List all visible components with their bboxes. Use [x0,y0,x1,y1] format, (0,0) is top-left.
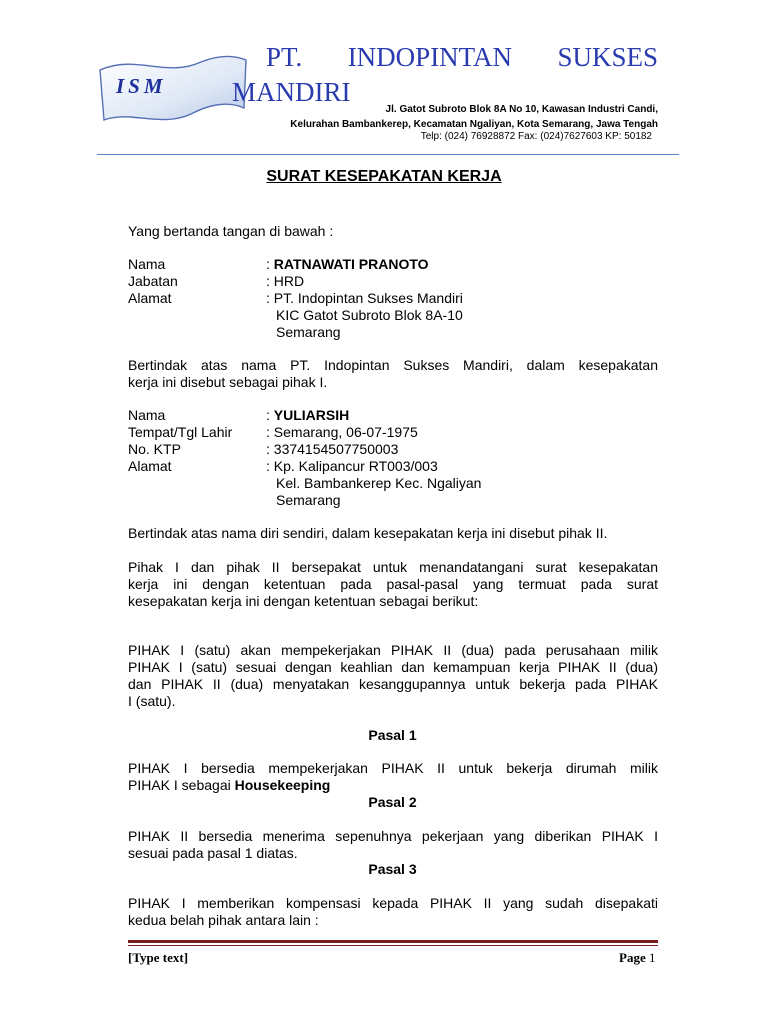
party1-address-cont: KIC Gatot Subroto Blok 8A-10 [276,307,463,323]
party1-value-position: : HRD [266,273,305,289]
pasal3-heading: Pasal 3 [368,861,417,877]
pasal1-line: PIHAK I bersedia mempekerjakan PIHAK II untuk bekerja dirumah milik [128,760,658,776]
party1-label-position: Jabatan [128,273,178,289]
party2-label-name: Nama [128,407,166,423]
footer-rule-thick [128,940,658,943]
header-divider [97,154,679,155]
pasal2-heading: Pasal 2 [368,794,417,810]
party1-address-cont: Semarang [276,324,341,340]
pasal1-line [128,777,330,794]
employment-line: PIHAK I (satu) akan mempekerjakan PIHAK II (dua) pada perusahaan milik [128,642,658,658]
agreement-line: kerja ini dengan ketentuan pada pasal-pasal yang termuat pada surat [128,576,658,592]
party2-label-address: Alamat [128,458,172,474]
party1-label-address: Alamat [128,290,172,306]
company-name-line2: MANDIRI [232,77,351,107]
party2-name: YULIARSIH [273,407,350,423]
company-address-line1: Jl. Gatot Subroto Blok 8A No 10, Kawasan Industri Candi, [385,104,658,115]
footer-page-number: 1 [648,950,656,965]
pasal2-line: sesuai pada pasal 1 diatas. [128,845,298,861]
pasal3-line: kedua belah pihak antara lain : [128,912,319,928]
company-word: SUKSES [557,42,658,72]
party1-name: RATNAWATI PRANOTO [273,256,429,272]
party2-birth: Semarang, 06-07-1975 [273,424,418,440]
party2-label-birth: Tempat/Tgl Lahir [128,424,233,440]
pasal1-role: Housekeeping [234,777,331,793]
employment-line: dan PIHAK II (dua) menyatakan kesanggupannya untuk bekerja pada PIHAK [128,676,658,692]
party1-value-address: : PT. Indopintan Sukses Mandiri [266,290,463,306]
party1-label-name: Nama [128,256,166,272]
party2-value-ktp: : 3374154507750003 [266,441,399,457]
footer-left-text: [Type text] [128,950,189,965]
footer-page [619,950,655,966]
footer-rule-thin [128,945,658,946]
document-title: SURAT KESEPAKATAN KERJA [266,168,502,185]
footer-page-label: Page [619,950,646,965]
logo-text: ISM [116,74,167,98]
party2-address-cont: Kel. Bambankerep Kec. Ngaliyan [276,475,482,491]
party1-statement-line: Bertindak atas nama PT. Indopintan Sukses Mandiri, dalam kesepakatan [128,357,658,373]
party1-position: HRD [273,273,305,289]
party2-ktp: 3374154507750003 [273,441,399,457]
employment-line: PIHAK I (satu) sesuai dengan keahlian dan kemampuan kerja PIHAK II (dua) [128,659,658,675]
party1-address: PT. Indopintan Sukses Mandiri [273,290,463,306]
company-name-line1 [266,42,658,73]
company-address-line2: Kelurahan Bambankerep, Kecamatan Ngaliyan, Kota Semarang, Jawa Tengah [290,119,658,130]
party2-address-cont: Semarang [276,492,341,508]
party1-value-name: : RATNAWATI PRANOTO [266,256,429,272]
employment-line: I (satu). [128,693,176,709]
party2-value-name: : YULIARSIH [266,407,350,423]
party1-statement-line: kerja ini disebut sebagai pihak I. [128,374,328,390]
party2-address: Kp. Kalipancur RT003/003 [273,458,438,474]
pasal3-line: PIHAK I memberikan kompensasi kepada PIHAK II yang sudah disepakati [128,895,658,911]
pasal2-line: PIHAK II bersedia menerima sepenuhnya pekerjaan yang diberikan PIHAK I [128,828,658,844]
company-word: PT. [266,42,303,72]
company-contact: Telp: (024) 76928872 Fax: (024)7627603 KP: 50182 [420,131,652,142]
party2-label-ktp: No. KTP [128,441,181,457]
pasal1-heading: Pasal 1 [368,727,417,743]
agreement-line: Pihak I dan pihak II bersepakat untuk menandatangani surat kesepakatan [128,559,658,575]
intro-text: Yang bertanda tangan di bawah : [128,223,334,239]
party2-value-address: : Kp. Kalipancur RT003/003 [266,458,438,474]
agreement-line: kesepakatan kerja ini dengan ketentuan sebagai berikut: [128,593,479,609]
company-word: INDOPINTAN [347,42,513,72]
party2-value-birth: : Semarang, 06-07-1975 [266,424,418,440]
party2-statement: Bertindak atas nama diri sendiri, dalam kesepakatan kerja ini disebut pihak II. [128,525,608,541]
pasal1-prefix: PIHAK I sebagai [128,777,235,793]
